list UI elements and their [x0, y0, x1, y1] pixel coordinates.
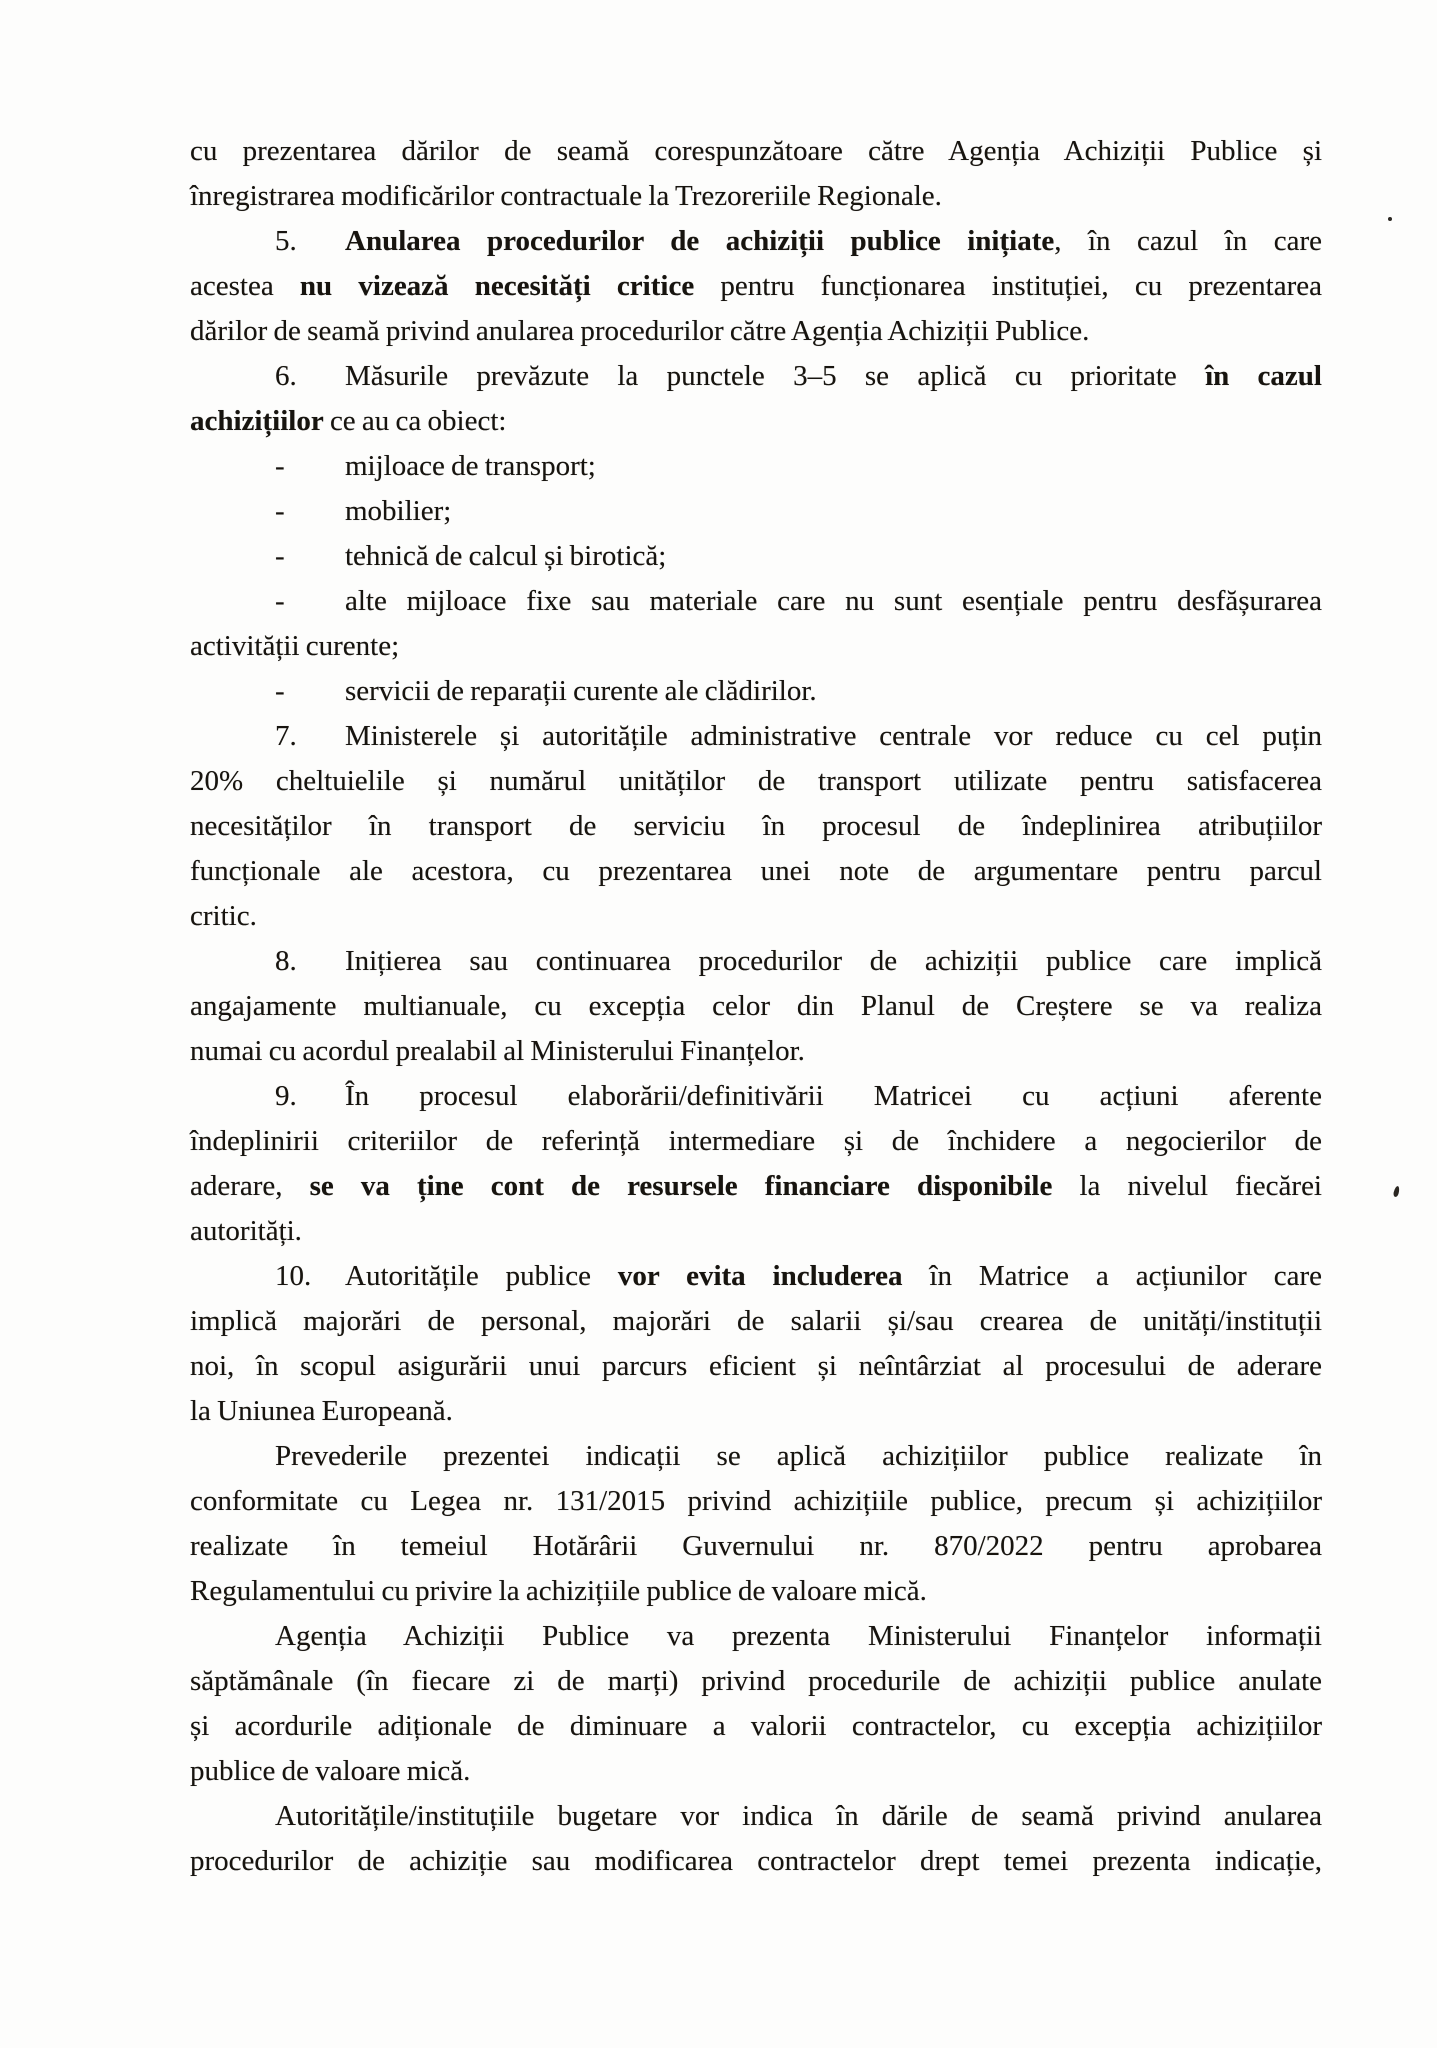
paragraph: [190, 129, 1322, 219]
text-segment: Măsurile prevăzute la punctele 3–5 se aplică cu prioritate: [345, 360, 1206, 392]
text-line: [190, 264, 1322, 309]
document-body: [190, 129, 1322, 1884]
text-line: [190, 534, 1322, 579]
text-line: [190, 1614, 1322, 1659]
text-line: [190, 849, 1322, 894]
text-segment: săptămânale (în fiecare zi de marți) privind procedurile de achiziții publice anulate: [190, 1665, 1322, 1697]
text-line: [190, 1839, 1322, 1884]
text-segment: mijloace de transport;: [345, 450, 596, 482]
text-segment: Autoritățile publice: [345, 1260, 618, 1292]
scan-artifact: [1388, 217, 1392, 221]
text-segment: la Uniunea Europeană.: [190, 1395, 453, 1427]
text-segment: funcționale ale acestora, cu prezentarea unei note de argumentare pentru parcul: [190, 855, 1322, 887]
text-segment: activității curente;: [190, 630, 400, 662]
text-segment-bold: se va ține cont de resursele financiare disponibile: [309, 1170, 1053, 1202]
text-segment: 20% cheltuielile și numărul unităților de transport utilizate pentru satisfacerea: [190, 765, 1322, 797]
text-line: [190, 714, 1322, 759]
paragraph: [190, 444, 1322, 489]
text-segment-bold: nu vizează necesități critice: [299, 270, 695, 302]
scan-artifact: [1393, 1186, 1401, 1198]
text-segment: acestea: [190, 270, 300, 302]
item-marker: 8.: [275, 945, 297, 977]
text-line: [190, 624, 1322, 669]
text-line: [190, 1794, 1322, 1839]
paragraph: [190, 534, 1322, 579]
text-segment-bold: în cazul: [1205, 360, 1322, 392]
text-segment: și acordurile adiționale de diminuare a valorii contractelor, cu excepția achizițiilor: [190, 1710, 1322, 1742]
text-line: [190, 759, 1322, 804]
text-line: [190, 984, 1322, 1029]
paragraph: [190, 489, 1322, 534]
item-marker: -: [275, 675, 285, 707]
text-segment: critic.: [190, 900, 257, 932]
text-segment: în Matrice a acțiunilor care: [902, 1260, 1322, 1292]
paragraph: [190, 1074, 1322, 1254]
paragraph: [190, 579, 1322, 669]
item-marker: -: [275, 540, 285, 572]
text-line: [190, 1524, 1322, 1569]
text-segment: aderare,: [190, 1170, 310, 1202]
item-marker: -: [275, 585, 285, 617]
text-line: [190, 1254, 1322, 1299]
text-line: [190, 1704, 1322, 1749]
text-segment: procedurilor de achiziție sau modificarea contractelor drept temei prezenta indicație,: [190, 1845, 1322, 1877]
item-marker: 7.: [275, 720, 297, 752]
item-marker: 10.: [275, 1260, 312, 1292]
text-segment: Inițierea sau continuarea procedurilor de achiziții publice care implică: [345, 945, 1322, 977]
text-line: [190, 1479, 1322, 1524]
text-line: [190, 1569, 1322, 1614]
text-line: [190, 804, 1322, 849]
text-line: [190, 1344, 1322, 1389]
text-segment: În procesul elaborării/definitivării Matricei cu acțiuni aferente: [345, 1080, 1322, 1112]
text-line: [190, 444, 1322, 489]
paragraph: [190, 1794, 1322, 1884]
paragraph: [190, 1614, 1322, 1794]
text-segment: noi, în scopul asigurării unui parcurs eficient și neîntârziat al procesului de aderare: [190, 1350, 1322, 1382]
paragraph: [190, 1434, 1322, 1614]
text-segment: îndeplinirii criteriilor de referință intermediare și de închidere a negocierilor de: [190, 1125, 1322, 1157]
text-segment: cu prezentarea dărilor de seamă corespunzătoare către Agenția Achiziții Publice și: [190, 135, 1322, 167]
text-line: [190, 354, 1322, 399]
text-segment: implică majorări de personal, majorări de salarii și/sau crearea de unități/instituții: [190, 1305, 1322, 1337]
text-line: [190, 1119, 1322, 1164]
text-segment: conformitate cu Legea nr. 131/2015 privind achizițiile publice, precum și achizițiilor: [190, 1485, 1322, 1517]
paragraph: [190, 219, 1322, 354]
text-line: [190, 219, 1322, 264]
text-segment: alte mijloace fixe sau materiale care nu sunt esențiale pentru desfășurarea: [345, 585, 1322, 617]
text-segment: pentru funcționarea instituției, cu prezentarea: [694, 270, 1323, 302]
text-segment: autorități.: [190, 1215, 302, 1247]
text-line: [190, 939, 1322, 984]
text-line: [190, 1209, 1322, 1254]
text-line: [190, 1659, 1322, 1704]
paragraph: [190, 1254, 1322, 1434]
text-line: [190, 1434, 1322, 1479]
paragraph: [190, 354, 1322, 444]
text-line: [190, 1164, 1322, 1209]
text-line: [190, 399, 1322, 444]
text-line: [190, 1389, 1322, 1434]
text-segment: mobilier;: [345, 495, 452, 527]
text-line: [190, 1749, 1322, 1794]
text-segment-bold: Anularea procedurilor de achiziții publice inițiate: [345, 225, 1055, 257]
paragraph: [190, 939, 1322, 1074]
text-line: [190, 579, 1322, 624]
text-segment: înregistrarea modificărilor contractuale la Trezoreriile Regionale.: [190, 180, 942, 212]
item-marker: 5.: [275, 225, 297, 257]
item-marker: 6.: [275, 360, 297, 392]
text-segment: Ministerele și autoritățile administrative centrale vor reduce cu cel puțin: [345, 720, 1322, 752]
text-line: [190, 489, 1322, 534]
text-segment-bold: vor evita includerea: [617, 1260, 903, 1292]
text-segment: dărilor de seamă privind anularea procedurilor către Agenția Achiziții Publice.: [190, 315, 1090, 347]
text-line: [190, 1029, 1322, 1074]
text-segment: tehnică de calcul și birotică;: [345, 540, 667, 572]
text-segment: publice de valoare mică.: [190, 1755, 471, 1787]
text-segment: Autoritățile/instituțiile bugetare vor indica în dările de seamă privind anularea: [275, 1800, 1322, 1832]
text-line: [190, 1299, 1322, 1344]
text-segment: ce au ca obiect:: [323, 405, 507, 437]
text-segment: Agenția Achiziții Publice va prezenta Ministerului Finanțelor informații: [275, 1620, 1322, 1652]
text-segment: realizate în temeiul Hotărârii Guvernului nr. 870/2022 pentru aprobarea: [190, 1530, 1322, 1562]
text-segment-bold: achizițiilor: [190, 405, 324, 437]
text-segment: Regulamentului cu privire la achizițiile publice de valoare mică.: [190, 1575, 927, 1607]
text-line: [190, 129, 1322, 174]
text-segment: numai cu acordul prealabil al Ministerului Finanțelor.: [190, 1035, 805, 1067]
item-marker: -: [275, 495, 285, 527]
paragraph: [190, 714, 1322, 939]
text-segment: la nivelul fiecărei: [1052, 1170, 1322, 1202]
paragraph: [190, 669, 1322, 714]
text-line: [190, 894, 1322, 939]
text-segment: Prevederile prezentei indicații se aplică achizițiilor publice realizate în: [275, 1440, 1322, 1472]
item-marker: -: [275, 450, 285, 482]
item-marker: 9.: [275, 1080, 297, 1112]
text-line: [190, 174, 1322, 219]
text-segment: , în cazul în care: [1054, 225, 1323, 257]
text-segment: necesităților în transport de serviciu în procesul de îndeplinirea atribuțiilor: [190, 810, 1322, 842]
text-line: [190, 1074, 1322, 1119]
text-line: [190, 669, 1322, 714]
text-segment: servicii de reparații curente ale clădirilor.: [345, 675, 817, 707]
text-line: [190, 309, 1322, 354]
text-segment: angajamente multianuale, cu excepția celor din Planul de Creștere se va realiza: [190, 990, 1322, 1022]
